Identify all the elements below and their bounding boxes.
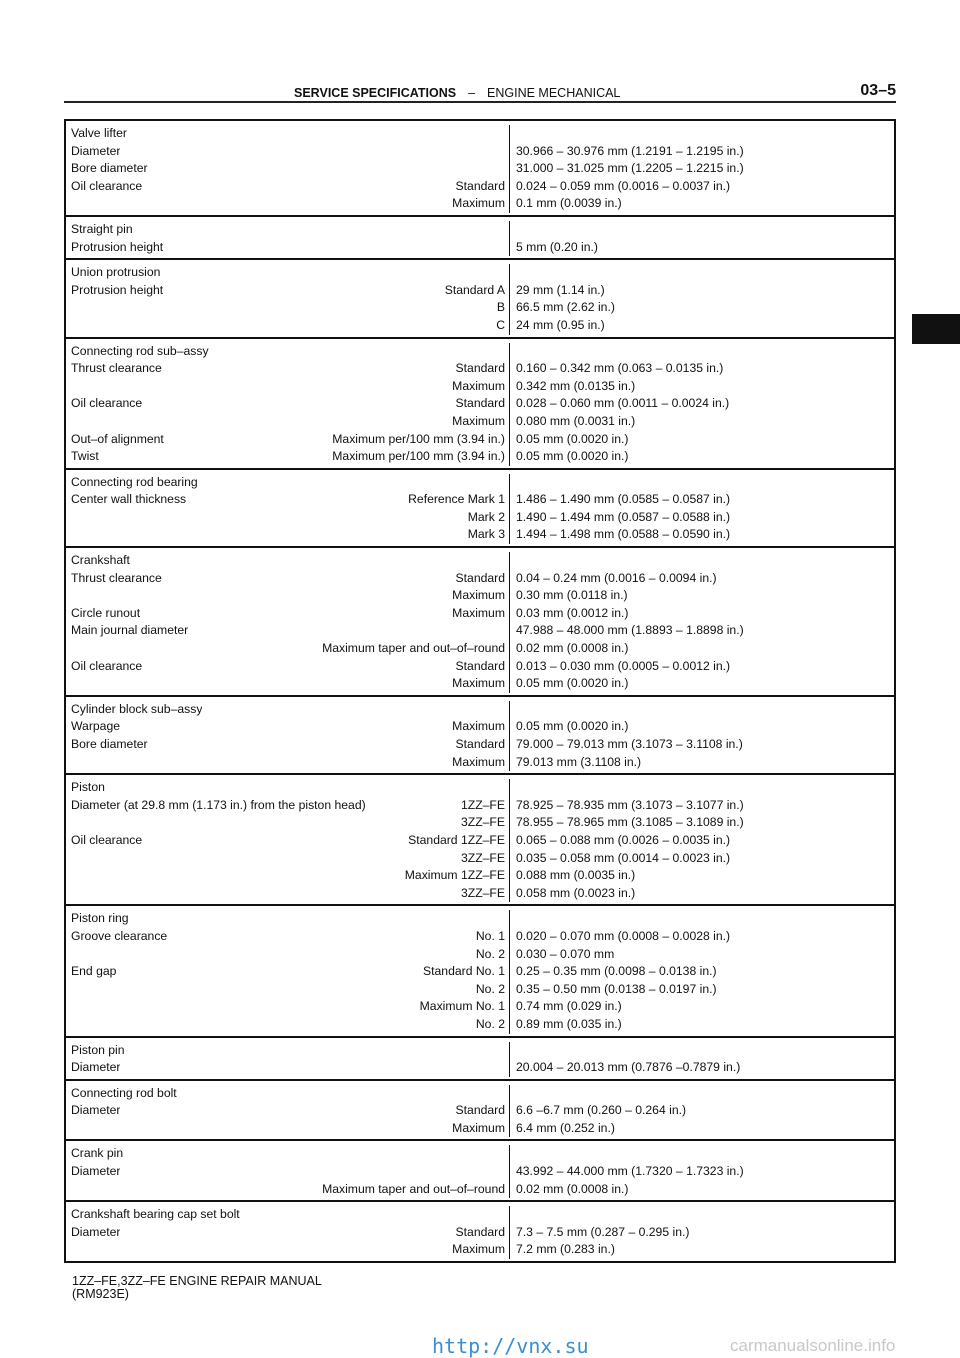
spec-section-title: Connecting rod bearing bbox=[71, 474, 198, 489]
spec-label-cell bbox=[66, 1163, 510, 1181]
spec-row bbox=[66, 981, 894, 999]
spec-label: Bore diameter bbox=[71, 737, 148, 751]
spec-label: Main journal diameter bbox=[71, 623, 189, 638]
spec-row bbox=[66, 1042, 894, 1060]
spec-qualifier: Maximum taper and out–of–round bbox=[322, 641, 505, 656]
spec-value bbox=[510, 1145, 894, 1163]
spec-label-cell bbox=[66, 640, 510, 658]
spec-row bbox=[66, 1120, 894, 1138]
spec-label-cell bbox=[66, 885, 510, 903]
spec-label-cell bbox=[66, 797, 510, 815]
spec-value bbox=[510, 779, 894, 797]
spec-row bbox=[66, 910, 894, 928]
spec-section bbox=[66, 1079, 894, 1140]
spec-label: Twist bbox=[71, 449, 99, 464]
spec-row bbox=[66, 797, 894, 815]
spec-label-cell bbox=[66, 832, 510, 850]
spec-row bbox=[66, 946, 894, 964]
spec-qualifier: Maximum bbox=[452, 378, 505, 393]
spec-label-cell bbox=[66, 317, 510, 335]
spec-row bbox=[66, 195, 894, 213]
spec-row bbox=[66, 448, 894, 466]
spec-label-cell bbox=[66, 526, 510, 544]
section-tab-marker bbox=[912, 314, 960, 344]
spec-row bbox=[66, 1145, 894, 1163]
spec-qualifier: Standard No. 1 bbox=[423, 964, 505, 979]
spec-qualifier: Standard bbox=[455, 737, 505, 751]
spec-label-cell bbox=[66, 448, 510, 466]
spec-qualifier: No. 2 bbox=[475, 1016, 505, 1031]
spec-label-cell bbox=[66, 1059, 510, 1077]
spec-row bbox=[66, 1224, 894, 1242]
spec-qualifier: 3ZZ–FE bbox=[460, 815, 505, 830]
spec-qualifier: B bbox=[496, 300, 505, 315]
spec-row bbox=[66, 160, 894, 178]
spec-row bbox=[66, 928, 894, 946]
spec-label-cell bbox=[66, 963, 510, 981]
spec-section bbox=[66, 468, 894, 546]
spec-row bbox=[66, 963, 894, 981]
spec-label: Groove clearance bbox=[71, 928, 168, 943]
spec-value: 20.004 – 20.013 mm (0.7876 –0.7879 in.) bbox=[516, 1060, 741, 1075]
spec-label-cell bbox=[66, 814, 510, 832]
spec-qualifier: Maximum 1ZZ–FE bbox=[404, 868, 505, 883]
spec-value: 79.013 mm (3.1108 in.) bbox=[516, 754, 642, 769]
spec-label: Center wall thickness bbox=[71, 492, 187, 507]
spec-label: Out–of alignment bbox=[71, 431, 164, 446]
spec-value bbox=[510, 1206, 894, 1224]
spec-value bbox=[510, 552, 894, 570]
watermark-link[interactable]: http://vnx.su bbox=[432, 1334, 589, 1358]
spec-label-cell bbox=[66, 1120, 510, 1138]
spec-row bbox=[66, 299, 894, 317]
spec-label-cell bbox=[66, 754, 510, 772]
spec-value bbox=[510, 1042, 894, 1060]
spec-section bbox=[66, 121, 894, 215]
spec-row bbox=[66, 413, 894, 431]
spec-label: Diameter (at 29.8 mm (1.173 in.) from the piston head) bbox=[71, 797, 366, 812]
header-subsection: ENGINE MECHANICAL bbox=[487, 86, 621, 100]
spec-section-title: Straight pin bbox=[71, 221, 133, 236]
page-number: 03–5 bbox=[860, 82, 896, 99]
spec-label-cell bbox=[66, 1224, 510, 1242]
spec-value: 0.05 mm (0.0020 in.) bbox=[516, 676, 629, 691]
spec-qualifier: Standard bbox=[455, 658, 505, 673]
spec-row bbox=[66, 587, 894, 605]
spec-row bbox=[66, 1085, 894, 1103]
spec-value: 0.080 mm (0.0031 in.) bbox=[516, 413, 636, 428]
spec-label: Bore diameter bbox=[71, 161, 148, 176]
spec-row bbox=[66, 832, 894, 850]
spec-qualifier: C bbox=[496, 317, 505, 332]
spec-qualifier: Maximum bbox=[452, 588, 505, 603]
spec-label-cell bbox=[66, 605, 510, 623]
spec-value: 0.35 – 0.50 mm (0.0138 – 0.0197 in.) bbox=[516, 981, 717, 996]
spec-value: 7.3 – 7.5 mm (0.287 – 0.295 in.) bbox=[516, 1224, 690, 1239]
spec-section bbox=[66, 904, 894, 1035]
spec-section bbox=[66, 546, 894, 695]
spec-value: 0.020 – 0.070 mm (0.0008 – 0.0028 in.) bbox=[516, 928, 731, 943]
spec-row bbox=[66, 885, 894, 903]
spec-label: Diameter bbox=[71, 1060, 121, 1075]
spec-qualifier: Standard A bbox=[444, 282, 505, 297]
spec-label-cell bbox=[66, 160, 510, 178]
spec-qualifier: Maximum per/100 mm (3.94 in.) bbox=[332, 431, 505, 446]
spec-row bbox=[66, 1181, 894, 1199]
spec-row bbox=[66, 264, 894, 282]
spec-label-cell bbox=[66, 998, 510, 1016]
spec-value: 0.89 mm (0.035 in.) bbox=[516, 1016, 622, 1031]
header-dash: – bbox=[468, 86, 476, 100]
spec-value: 66.5 mm (2.62 in.) bbox=[516, 300, 615, 315]
spec-row bbox=[66, 178, 894, 196]
spec-section-title: Crank pin bbox=[71, 1146, 124, 1161]
spec-qualifier: 3ZZ–FE bbox=[460, 850, 505, 865]
spec-section-title: Connecting rod sub–assy bbox=[71, 343, 209, 358]
spec-label-cell bbox=[66, 779, 510, 797]
spec-label: Oil clearance bbox=[71, 658, 143, 673]
spec-qualifier: Maximum bbox=[452, 1242, 505, 1257]
spec-label-cell bbox=[66, 395, 510, 413]
spec-section-title: Piston ring bbox=[71, 911, 129, 926]
spec-label-cell bbox=[66, 282, 510, 300]
spec-label: Diameter bbox=[71, 143, 121, 158]
spec-qualifier: Standard bbox=[455, 570, 505, 585]
spec-value bbox=[510, 125, 894, 143]
spec-section bbox=[66, 1200, 894, 1261]
spec-section bbox=[66, 215, 894, 258]
spec-value: 30.966 – 30.976 mm (1.2191 – 1.2195 in.) bbox=[516, 143, 744, 158]
spec-row bbox=[66, 125, 894, 143]
spec-section bbox=[66, 337, 894, 468]
spec-row bbox=[66, 605, 894, 623]
spec-label: Diameter bbox=[71, 1164, 121, 1179]
spec-value: 1.494 – 1.498 mm (0.0588 – 0.0590 in.) bbox=[516, 527, 731, 542]
spec-row bbox=[66, 360, 894, 378]
spec-section-title: Cylinder block sub–assy bbox=[71, 701, 203, 716]
spec-value: 0.342 mm (0.0135 in.) bbox=[516, 378, 636, 393]
spec-label: Thrust clearance bbox=[71, 361, 162, 376]
spec-label-cell bbox=[66, 195, 510, 213]
spec-value: 0.05 mm (0.0020 in.) bbox=[516, 431, 629, 446]
spec-qualifier: 3ZZ–FE bbox=[460, 885, 505, 900]
spec-value: 0.013 – 0.030 mm (0.0005 – 0.0012 in.) bbox=[516, 658, 731, 673]
spec-value: 0.030 – 0.070 mm bbox=[516, 946, 615, 961]
spec-value: 0.035 – 0.058 mm (0.0014 – 0.0023 in.) bbox=[516, 850, 731, 865]
spec-label-cell bbox=[66, 1206, 510, 1224]
spec-qualifier: Maximum No. 1 bbox=[419, 999, 505, 1014]
spec-row bbox=[66, 395, 894, 413]
spec-label: End gap bbox=[71, 964, 117, 979]
spec-value: 1.490 – 1.494 mm (0.0587 – 0.0588 in.) bbox=[516, 509, 731, 524]
spec-qualifier: Standard bbox=[455, 1103, 505, 1118]
spec-row bbox=[66, 1206, 894, 1224]
spec-label-cell bbox=[66, 736, 510, 754]
spec-row bbox=[66, 509, 894, 527]
spec-row bbox=[66, 814, 894, 832]
spec-value: 0.02 mm (0.0008 in.) bbox=[516, 641, 629, 656]
spec-label-cell bbox=[66, 431, 510, 449]
spec-qualifier: Maximum bbox=[452, 754, 505, 769]
spec-label-cell bbox=[66, 1102, 510, 1120]
spec-value: 0.74 mm (0.029 in.) bbox=[516, 999, 622, 1014]
spec-label: Oil clearance bbox=[71, 178, 143, 193]
spec-label-cell bbox=[66, 552, 510, 570]
spec-value: 6.6 –6.7 mm (0.260 – 0.264 in.) bbox=[516, 1103, 687, 1118]
spec-label-cell bbox=[66, 143, 510, 161]
spec-value: 0.1 mm (0.0039 in.) bbox=[516, 196, 622, 211]
spec-qualifier: Standard bbox=[455, 1224, 505, 1239]
spec-value: 78.925 – 78.935 mm (3.1073 – 3.1077 in.) bbox=[516, 797, 744, 812]
spec-value: 5 mm (0.20 in.) bbox=[516, 239, 598, 254]
spec-label-cell bbox=[66, 867, 510, 885]
spec-row bbox=[66, 640, 894, 658]
spec-value: 0.088 mm (0.0035 in.) bbox=[516, 868, 636, 883]
spec-value: 78.955 – 78.965 mm (3.1085 – 3.1089 in.) bbox=[516, 815, 744, 830]
spec-row bbox=[66, 343, 894, 361]
spec-qualifier: No. 2 bbox=[475, 946, 505, 961]
spec-label-cell bbox=[66, 1181, 510, 1199]
spec-value bbox=[510, 1085, 894, 1103]
spec-value bbox=[510, 701, 894, 719]
spec-label-cell bbox=[66, 491, 510, 509]
header-divider bbox=[64, 101, 896, 103]
spec-label-cell bbox=[66, 850, 510, 868]
spec-value: 0.160 – 0.342 mm (0.063 – 0.0135 in.) bbox=[516, 361, 724, 376]
spec-label-cell bbox=[66, 718, 510, 736]
spec-section bbox=[66, 773, 894, 904]
spec-label-cell bbox=[66, 658, 510, 676]
spec-value: 0.04 – 0.24 mm (0.0016 – 0.0094 in.) bbox=[516, 570, 717, 585]
header-section: SERVICE SPECIFICATIONS bbox=[294, 86, 457, 100]
spec-qualifier: Mark 2 bbox=[467, 509, 505, 524]
spec-value: 0.03 mm (0.0012 in.) bbox=[516, 605, 629, 620]
spec-value: 0.05 mm (0.0020 in.) bbox=[516, 719, 629, 734]
spec-row bbox=[66, 998, 894, 1016]
spec-row bbox=[66, 1241, 894, 1259]
spec-qualifier: Standard 1ZZ–FE bbox=[408, 832, 505, 847]
spec-row bbox=[66, 239, 894, 257]
spec-value: 31.000 – 31.025 mm (1.2205 – 1.2215 in.) bbox=[516, 161, 744, 176]
spec-label-cell bbox=[66, 622, 510, 640]
spec-label-cell bbox=[66, 1042, 510, 1060]
spec-section-title: Crankshaft bbox=[71, 553, 130, 568]
spec-qualifier: No. 2 bbox=[475, 981, 505, 996]
spec-value: 24 mm (0.95 in.) bbox=[516, 317, 605, 332]
spec-label-cell bbox=[66, 378, 510, 396]
spec-value: 0.065 – 0.088 mm (0.0026 – 0.0035 in.) bbox=[516, 832, 731, 847]
spec-value: 0.05 mm (0.0020 in.) bbox=[516, 449, 629, 464]
spec-label-cell bbox=[66, 299, 510, 317]
spec-label-cell bbox=[66, 1241, 510, 1259]
spec-row bbox=[66, 1016, 894, 1034]
spec-label: Circle runout bbox=[71, 605, 141, 620]
spec-label: Protrusion height bbox=[71, 282, 164, 297]
spec-qualifier: Maximum bbox=[452, 605, 505, 620]
spec-row bbox=[66, 850, 894, 868]
spec-value: 6.4 mm (0.252 in.) bbox=[516, 1120, 615, 1135]
spec-value: 29 mm (1.14 in.) bbox=[516, 282, 605, 297]
spec-label-cell bbox=[66, 221, 510, 239]
spec-value: 79.000 – 79.013 mm (3.1073 – 3.1108 in.) bbox=[516, 737, 743, 751]
footer-manual-title: 1ZZ–FE,3ZZ–FE ENGINE REPAIR MANUAL bbox=[72, 1274, 322, 1288]
spec-row bbox=[66, 754, 894, 772]
spec-label-cell bbox=[66, 570, 510, 588]
page-header bbox=[64, 84, 896, 102]
spec-row bbox=[66, 675, 894, 693]
spec-qualifier: Maximum bbox=[452, 1120, 505, 1135]
spec-qualifier: Standard bbox=[455, 178, 505, 193]
footer-manual-code: (RM923E) bbox=[72, 1287, 129, 1301]
spec-row bbox=[66, 282, 894, 300]
spec-row bbox=[66, 718, 894, 736]
spec-section-title: Union protrusion bbox=[71, 265, 161, 280]
spec-row bbox=[66, 431, 894, 449]
spec-label-cell bbox=[66, 981, 510, 999]
spec-qualifier: No. 1 bbox=[475, 928, 505, 943]
spec-value: 0.02 mm (0.0008 in.) bbox=[516, 1181, 629, 1196]
spec-qualifier: Maximum taper and out–of–round bbox=[322, 1181, 505, 1196]
spec-label-cell bbox=[66, 264, 510, 282]
spec-value: 1.486 – 1.490 mm (0.0585 – 0.0587 in.) bbox=[516, 492, 731, 507]
spec-value bbox=[510, 264, 894, 282]
spec-row bbox=[66, 317, 894, 335]
spec-section bbox=[66, 1139, 894, 1200]
spec-section-title: Connecting rod bolt bbox=[71, 1085, 177, 1100]
spec-label: Oil clearance bbox=[71, 396, 143, 411]
spec-label: Oil clearance bbox=[71, 832, 143, 847]
spec-label: Diameter bbox=[71, 1103, 121, 1118]
spec-row bbox=[66, 474, 894, 492]
spec-label-cell bbox=[66, 701, 510, 719]
spec-qualifier: Standard bbox=[455, 361, 505, 376]
spec-value bbox=[510, 221, 894, 239]
spec-section-title: Valve lifter bbox=[71, 126, 127, 140]
spec-qualifier: 1ZZ–FE bbox=[460, 797, 505, 812]
page-footer bbox=[72, 1275, 322, 1301]
spec-qualifier: Reference Mark 1 bbox=[408, 492, 505, 507]
spec-value: 0.028 – 0.060 mm (0.0011 – 0.0024 in.) bbox=[516, 396, 730, 411]
spec-row bbox=[66, 867, 894, 885]
spec-row bbox=[66, 552, 894, 570]
spec-section bbox=[66, 1036, 894, 1079]
spec-value: 43.992 – 44.000 mm (1.7320 – 1.7323 in.) bbox=[516, 1164, 744, 1179]
spec-value bbox=[510, 474, 894, 492]
spec-label: Diameter bbox=[71, 1224, 121, 1239]
spec-value: 0.25 – 0.35 mm (0.0098 – 0.0138 in.) bbox=[516, 964, 717, 979]
spec-section-title: Piston bbox=[71, 780, 105, 795]
spec-row bbox=[66, 779, 894, 797]
spec-qualifier: Standard bbox=[455, 396, 505, 411]
spec-value: 0.058 mm (0.0023 in.) bbox=[516, 885, 636, 900]
spec-label: Thrust clearance bbox=[71, 570, 162, 585]
spec-value bbox=[510, 910, 894, 928]
spec-row bbox=[66, 526, 894, 544]
spec-row bbox=[66, 143, 894, 161]
spec-qualifier: Maximum bbox=[452, 719, 505, 734]
spec-label-cell bbox=[66, 474, 510, 492]
spec-section-title: Piston pin bbox=[71, 1042, 125, 1057]
spec-qualifier: Mark 3 bbox=[467, 527, 505, 542]
spec-row bbox=[66, 221, 894, 239]
specifications-table bbox=[64, 119, 896, 1263]
spec-row bbox=[66, 701, 894, 719]
spec-row bbox=[66, 658, 894, 676]
spec-value: 0.30 mm (0.0118 in.) bbox=[516, 588, 628, 603]
spec-label-cell bbox=[66, 928, 510, 946]
spec-section bbox=[66, 258, 894, 336]
spec-label-cell bbox=[66, 178, 510, 196]
spec-qualifier: Maximum bbox=[452, 676, 505, 691]
spec-label-cell bbox=[66, 125, 510, 143]
spec-label-cell bbox=[66, 946, 510, 964]
spec-section bbox=[66, 695, 894, 773]
spec-row bbox=[66, 622, 894, 640]
watermark-site: carmanualsonline.info bbox=[730, 1336, 896, 1355]
spec-row bbox=[66, 570, 894, 588]
spec-label-cell bbox=[66, 360, 510, 378]
spec-row bbox=[66, 1102, 894, 1120]
spec-label-cell bbox=[66, 413, 510, 431]
spec-label-cell bbox=[66, 509, 510, 527]
spec-row bbox=[66, 736, 894, 754]
spec-label-cell bbox=[66, 1085, 510, 1103]
spec-value: 7.2 mm (0.283 in.) bbox=[516, 1242, 615, 1257]
spec-label: Warpage bbox=[71, 719, 120, 734]
spec-label-cell bbox=[66, 239, 510, 257]
spec-row bbox=[66, 1163, 894, 1181]
spec-row bbox=[66, 1059, 894, 1077]
spec-value bbox=[510, 343, 894, 361]
spec-label: Protrusion height bbox=[71, 239, 164, 254]
spec-label-cell bbox=[66, 910, 510, 928]
spec-qualifier: Maximum bbox=[452, 413, 505, 428]
spec-qualifier: Maximum bbox=[452, 196, 505, 211]
header-title bbox=[294, 86, 620, 100]
spec-row bbox=[66, 491, 894, 509]
spec-label-cell bbox=[66, 1145, 510, 1163]
spec-label-cell bbox=[66, 675, 510, 693]
spec-row bbox=[66, 378, 894, 396]
spec-value: 0.024 – 0.059 mm (0.0016 – 0.0037 in.) bbox=[516, 178, 731, 193]
spec-qualifier: Maximum per/100 mm (3.94 in.) bbox=[332, 449, 505, 464]
spec-label-cell bbox=[66, 1016, 510, 1034]
spec-label-cell bbox=[66, 587, 510, 605]
spec-value: 47.988 – 48.000 mm (1.8893 – 1.8898 in.) bbox=[516, 623, 744, 638]
spec-section-title: Crankshaft bearing cap set bolt bbox=[71, 1207, 240, 1222]
spec-label-cell bbox=[66, 343, 510, 361]
